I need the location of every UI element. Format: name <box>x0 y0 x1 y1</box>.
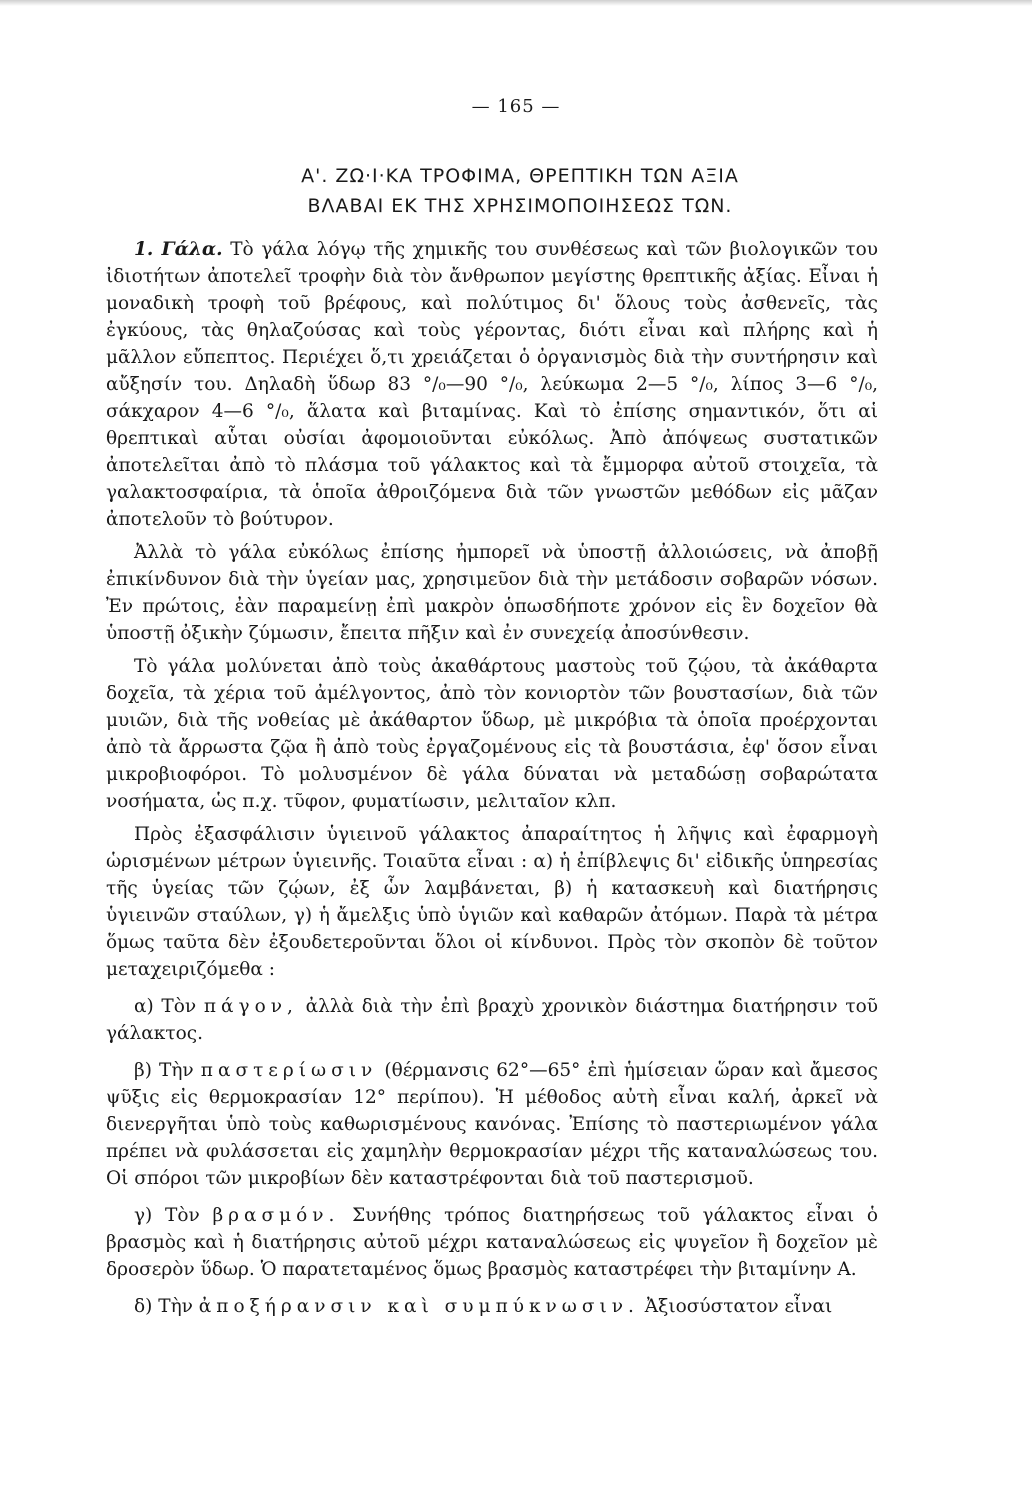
list-item-ice <box>106 993 878 1047</box>
chapter-heading-line-2: ΒΛΑΒΑΙ ΕΚ ΤΗΣ ΧΡΗΣΙΜΟΠΟΙΗΣΕΩΣ ΤΩΝ. <box>307 195 733 217</box>
paragraph-contamination: Τὸ γάλα μολύνεται ἀπὸ τοὺς ἀκαθάρτους μαστοὺς τοῦ ζῴου, τὰ ἀκάθαρτα δοχεῖα, τὰ χέρια τοῦ ἀμέλγοντος, ἀπὸ τὸν κονιορτὸν τῶν βουστασίων, διὰ τῶν μυιῶν, διὰ τῆς νοθείας μὲ ἀκάθαρτον ὕδωρ, μὲ μικρόβια τὰ ὁποῖα προέρχονται ἀπὸ τὰ ἄρρωστα ζῷα ἢ ἀπὸ τοὺς ἐργαζομένους εἰς τὰ βουστάσια, ἐφ' ὅσον εἶναι μικροβιοφόροι. Τὸ μολυσμένον δὲ γάλα δύναται νὰ μεταδώσῃ σοβαρώτατα νοσήματα, ὡς π.χ. τῦφον, φυματίωσιν, μελιταῖον κλπ. <box>106 656 878 812</box>
chapter-heading-line-1: Α'. ΖΩ·Ι·ΚΑ ΤΡΟΦΙΜΑ, ΘΡΕΠΤΙΚΗ ΤΩΝ ΑΞΙΑ <box>301 165 739 187</box>
section-lead-milk: 1. Γάλα. <box>134 239 223 260</box>
list-text: Ἀξιοσύστατον εἶναι <box>644 1296 833 1317</box>
paragraph-alterations: Ἀλλὰ τὸ γάλα εὐκόλως ἐπίσης ἠμπορεῖ νὰ ὑποστῇ ἀλλοιώσεις, νὰ ἀποβῇ ἐπικίνδυνον διὰ τὴν ὑγείαν μας, χρησιμεῦον διὰ τὴν μετάδοσιν σοβαρῶν νόσων. Ἐν πρώτοις, ἐὰν παραμείνῃ ἐπὶ μακρὸν ὁπωσδήποτε χρόνον εἰς ἓν δοχεῖον θὰ ὑποστῇ ὀξικὴν ζύμωσιν, ἔπειτα πῆξιν καὶ ἐν συνεχείᾳ ἀποσύνθεσιν. <box>106 542 878 644</box>
list-label: α) Τὸν <box>134 996 197 1017</box>
list-label: β) Τὴν <box>134 1060 194 1081</box>
list-text: Συνήθης τρόπος διατηρήσεως τοῦ γάλακτος εἶναι ὁ βρασμὸς καὶ ἡ διατήρησις αὐτοῦ μέχρι καταναλώσεως εἰς ψυγεῖον ἢ δοχεῖον μὲ δροσερὸν ὕδωρ. Ὁ παρατεταμένος ὅμως βρασμὸς καταστρέφει τὴν βιταμίνην Α. <box>106 1205 879 1280</box>
paragraph-hygiene-measures: Πρὸς ἐξασφάλισιν ὑγιεινοῦ γάλακτος ἀπαραίτητος ἡ λῆψις καὶ ἐφαρμογὴ ὡρισμένων μέτρων ὑγιεινῆς. Τοιαῦτα εἶναι : α) ἡ ἐπίβλεψις δι' εἰδικῆς ὑπηρεσίας τῆς ὑγείας τῶν ζῴων, ἐξ ὧν λαμβάνεται, β) ἡ κατασκευὴ καὶ διατήρησις ὑγιεινῶν σταύλων, γ) ἡ ἄμελξις ὑπὸ ὑγιῶν καὶ καθαρῶν ἀτόμων. Παρὰ τὰ μέτρα ὅμως ταῦτα δὲν ἐξουδετεροῦνται ὅλοι οἱ κίνδυνοι. Πρὸς τὸν σκοπὸν δὲ τοῦτον μεταχειριζόμεθα : <box>106 824 878 980</box>
list-text: ἀλλὰ διὰ τὴν ἐπὶ βραχὺ χρονικὸν διάστημα διατήρησιν τοῦ γάλακτος. <box>106 996 878 1044</box>
list-item-drying <box>106 1293 878 1320</box>
list-label: γ) Τὸν <box>134 1205 200 1226</box>
page-number: — 165 — <box>471 96 561 117</box>
list-item-pasteurization <box>106 1057 878 1192</box>
list-label: δ) Τὴν <box>134 1296 193 1317</box>
list-item-boiling <box>106 1202 878 1283</box>
paragraph-milk-intro <box>106 236 878 533</box>
paragraph-text: Τὸ γάλα λόγῳ τῆς χημικῆς του συνθέσεως καὶ τῶν βιολογικῶν του ἰδιοτήτων ἀποτελεῖ τροφὴν διὰ τὸν ἄνθρωπον μεγίστης θρεπτικῆς ἀξίας. Εἶναι ἡ μοναδικὴ τροφὴ τοῦ βρέφους, καὶ πολύτιμος δι' ὅλους τοὺς ἀσθενεῖς, τὰς ἐγκύους, τὰς θηλαζούσας καὶ τοὺς γέροντας, διότι εἶναι καὶ πλήρης καὶ ἡ μᾶλλον εὔπεπτος. Περιέχει ὅ,τι χρειάζεται ὁ ὀργανισμὸς διὰ τὴν συντήρησιν καὶ αὔξησίν του. Δηλαδὴ ὕδωρ 83 °/₀—90 °/₀, λεύκωμα 2—5 °/₀, λίπος 3—6 °/₀, σάκχαρον 4—6 °/₀, ἅλατα καὶ βιταμίνας. Καὶ τὸ ἐπίσης σημαντικόν, ὅτι αἱ θρεπτικαὶ αὗται οὐσίαι ἀφομοιοῦνται εὐκόλως. Ἀπὸ ἀπόψεως συστατικῶν ἀποτελεῖται ἀπὸ τὸ πλάσμα τοῦ γάλακτος καὶ τὰ ἔμμορφα αὐτοῦ στοιχεῖα, τὰ γαλακτοσφαίρια, τὰ ὁποῖα ἀθροιζόμενα διὰ τῶν γνωστῶν μεθόδων εἰς μᾶζαν ἀποτελοῦν τὸ βούτυρον. <box>106 239 878 530</box>
spaced-term: βρασμόν. <box>212 1205 340 1226</box>
body-text <box>106 236 878 1326</box>
spaced-term: πάγον, <box>203 996 298 1017</box>
scan-edge <box>0 0 1032 6</box>
spaced-term: παστερίωσιν <box>200 1060 378 1081</box>
list-text: (θέρμανσις 62°—65° ἐπὶ ἡμίσειαν ὥραν καὶ ἄμεσος ψῦξις εἰς θερμοκρασίαν 12° περίπου). Ἡ μέθοδος αὐτὴ εἶναι καλή, ἀρκεῖ νὰ διενεργῆται ὑπὸ τοὺς καθωρισμένους κανόνας. Ἐπίσης τὸ παστεριωμένον γάλα πρέπει νὰ φυλάσσεται εἰς χαμηλὴν θερμοκρασίαν μέχρι τῆς καταναλώσεως του. Οἱ σπόροι τῶν μικροβίων δὲν καταστρέφονται διὰ τοῦ παστερισμοῦ. <box>106 1060 878 1189</box>
spaced-term: ἀποξήρανσιν καὶ συμπύκνωσιν. <box>198 1296 639 1317</box>
